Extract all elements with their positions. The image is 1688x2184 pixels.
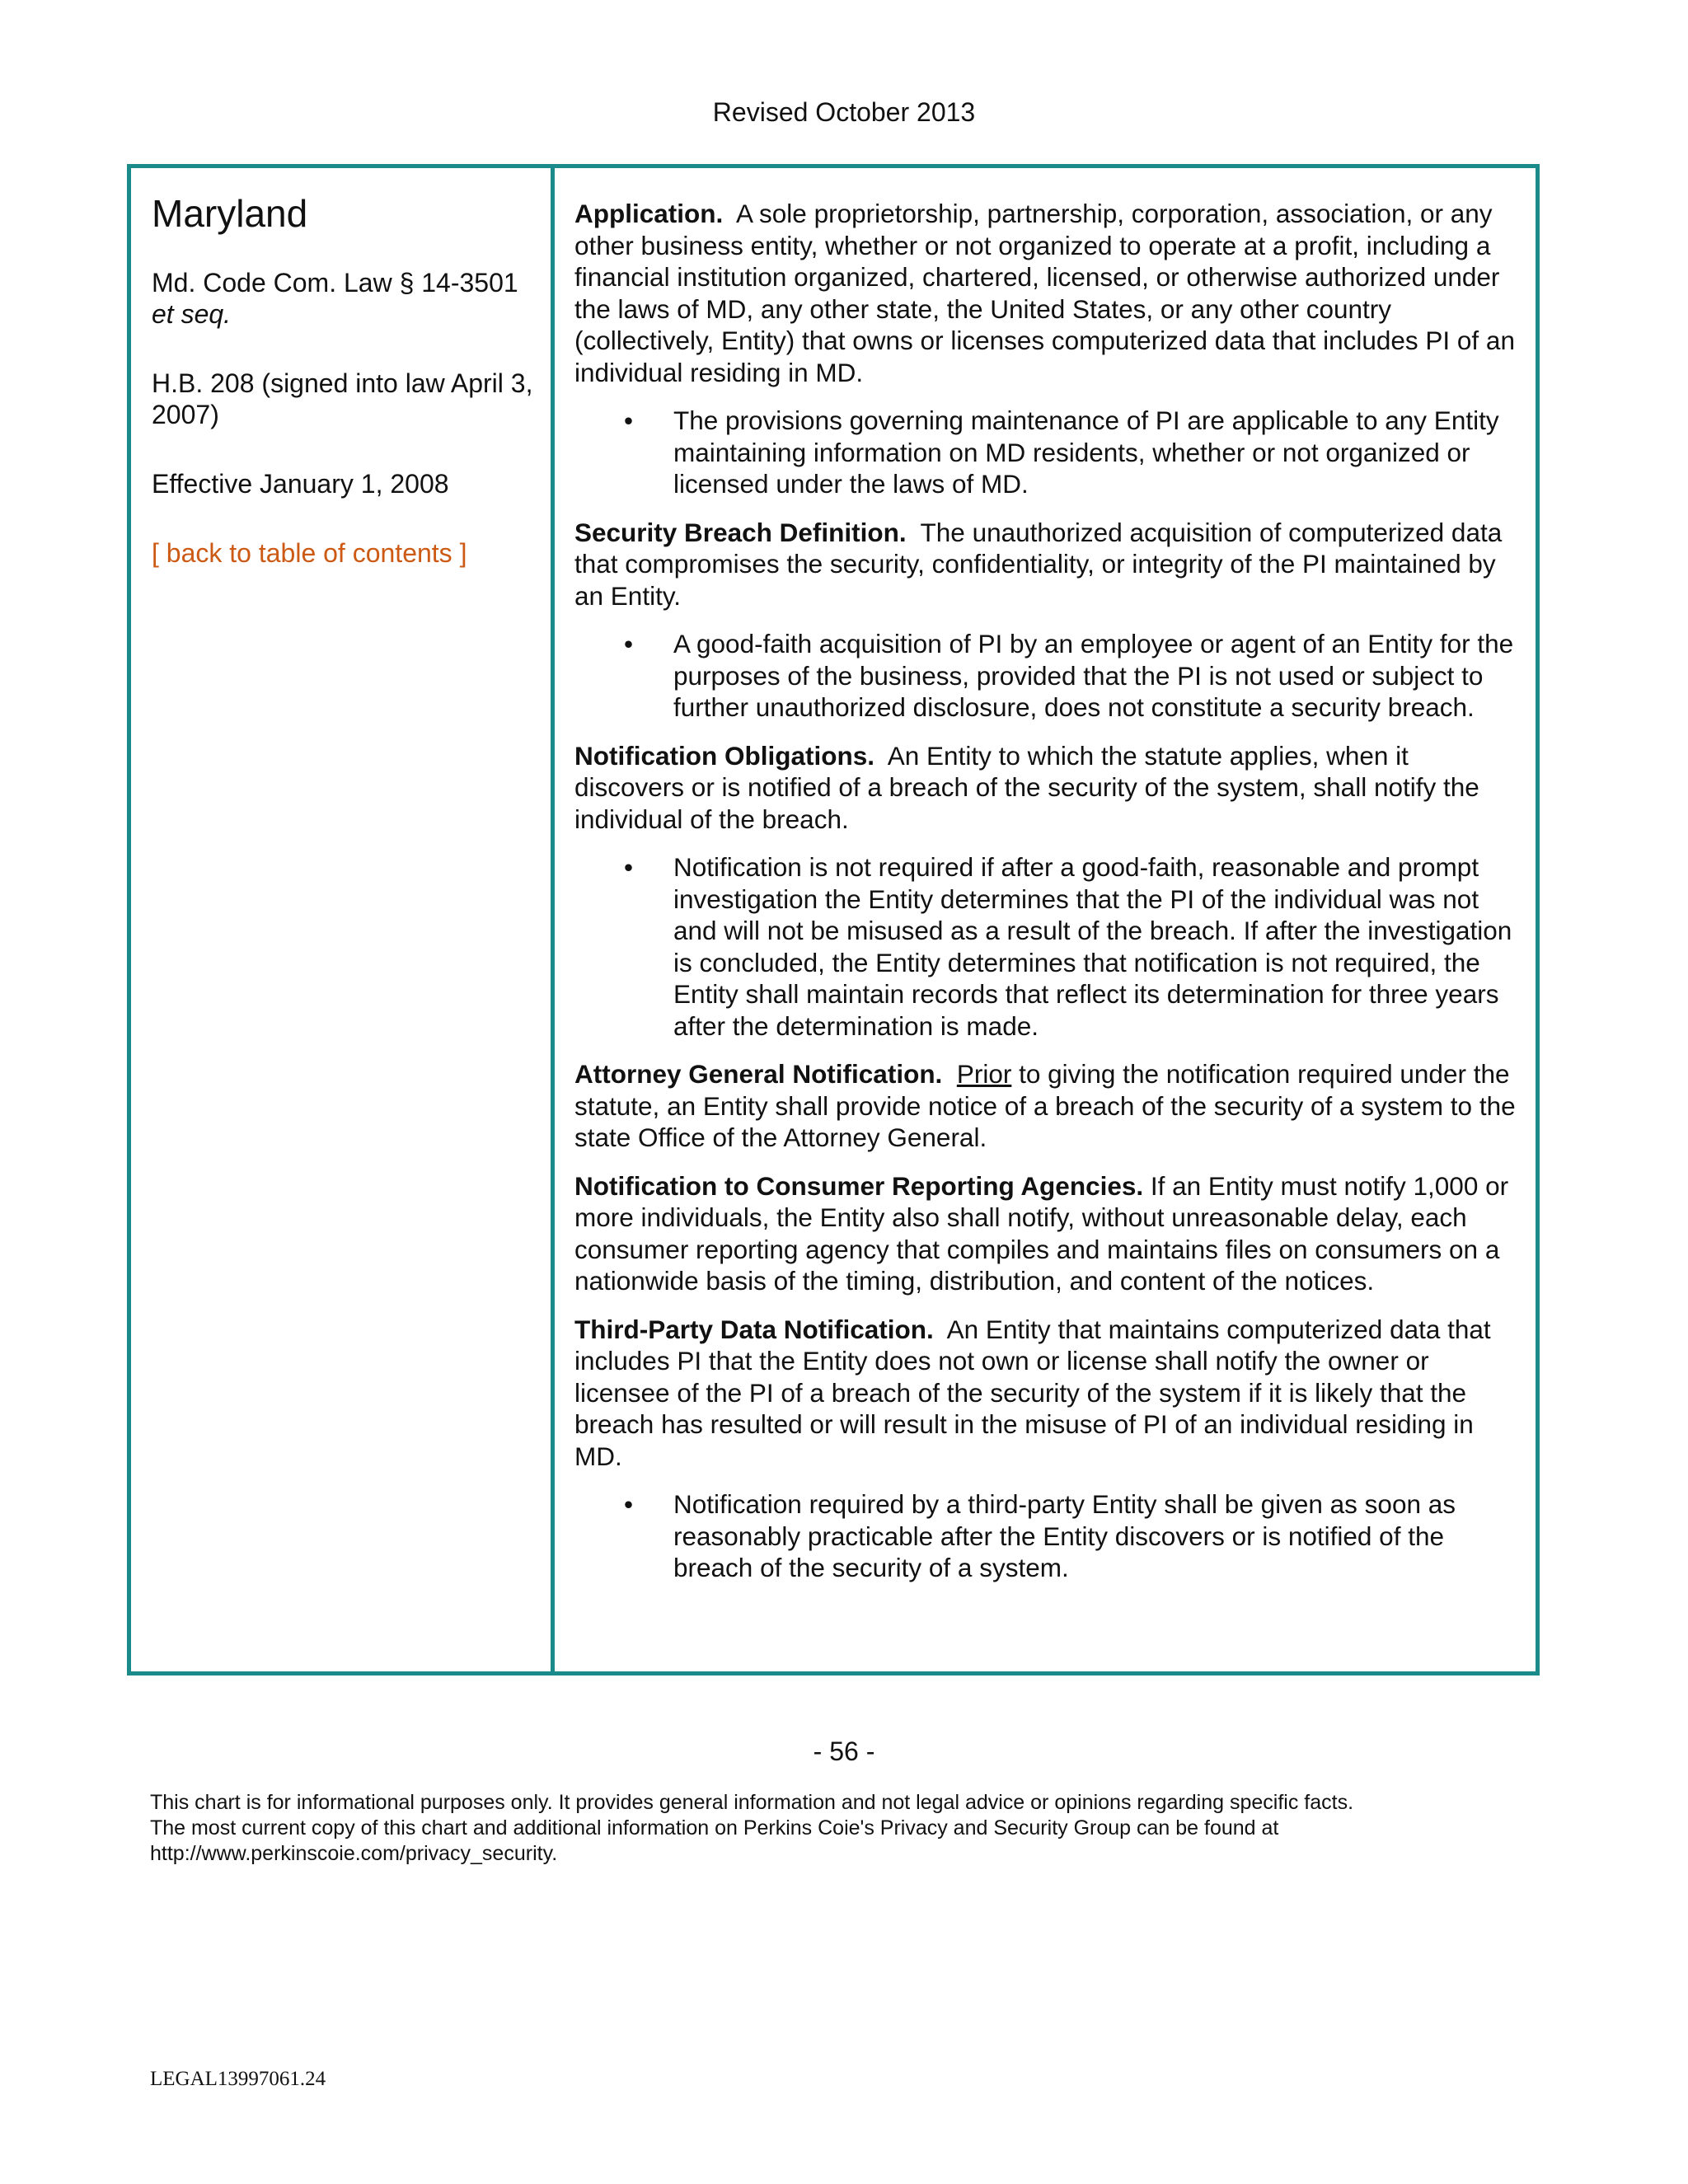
- section-heading: Attorney General Notification.: [574, 1059, 943, 1089]
- section-text: An Entity that maintains computerized data that includes PI that the Entity does not own or license shall notify the owner or licensee of the PI of a breach of the security of the system if it is likely that the breach has resulted or will result in the misuse of PI of an individual residing in MD.: [574, 1314, 1491, 1471]
- disclaimer-line: The most current copy of this chart and additional information on Perkins Coie's Privacy and Security Group can be found at: [150, 1816, 1279, 1840]
- bullet-list: [574, 405, 1517, 500]
- citation-main: Md. Code Com. Law § 14-3501: [152, 268, 518, 298]
- bullet-icon: •: [624, 629, 634, 658]
- section-consumer-reporting-agencies: [574, 1170, 1517, 1297]
- section-text: If an Entity must notify 1,000 or more individuals, the Entity also shall notify, without unreasonable delay, each consumer reporting agency that compiles and maintains files on consumers on a nationwide basis of the timing, distribution, and content of the notices.: [574, 1170, 1509, 1296]
- bullet-list: [574, 628, 1517, 724]
- section-text: A sole proprietorship, partnership, corporation, association, or any other business entity, whether or not organized to operate at a profit, including a financial institution organized, chartered, licensed, or otherwise authorized under the laws of MD, any other state, the United States, or any other country (collectively, Entity) that owns or licenses computerized data that includes PI of an individual residing in MD.: [574, 199, 1515, 387]
- section-heading: Security Breach Definition.: [574, 517, 907, 547]
- bullet-icon: •: [624, 405, 634, 435]
- bill-info: H.B. 208 (signed into law April 3, 2007): [152, 368, 533, 429]
- page-number: - 56 -: [813, 1736, 875, 1766]
- section-application: [574, 198, 1517, 388]
- back-to-toc-link[interactable]: [ back to table of contents ]: [152, 538, 467, 568]
- section-heading: Notification to Consumer Reporting Agencies.: [574, 1170, 1144, 1201]
- effective-date: Effective January 1, 2008: [152, 469, 449, 499]
- underlined-term: Prior: [956, 1059, 1012, 1089]
- list-item: • The provisions governing maintenance of PI are applicable to any Entity maintaining information on MD residents, whether or not organized or licensed under the laws of MD.: [624, 405, 1499, 499]
- section-text: to giving the notification required under the statute, an Entity shall provide notice of a breach of the security of a system to the state Office of the Attorney General.: [574, 1059, 1516, 1152]
- document-id: LEGAL13997061.24: [150, 2068, 326, 2090]
- citation-et-seq: et seq.: [152, 299, 232, 329]
- list-item: • A good-faith acquisition of PI by an employee or agent of an Entity for the purposes of the business, provided that the PI is not used or subject to further unauthorized disclosure, does not constitute a security breach.: [624, 629, 1514, 722]
- section-notification-obligations: [574, 740, 1517, 836]
- bullet-icon: •: [624, 852, 634, 882]
- list-item: • Notification is not required if after a good-faith, reasonable and prompt investigation the Entity determines that the PI of the individual was not and will not be misused as a result of the breach. If after the investigation is concluded, the Entity determines that notification is not required, the Entity shall maintain records that reflect its determination for three years after the determination is made.: [624, 852, 1512, 1041]
- section-attorney-general-notification: [574, 1058, 1517, 1154]
- bullet-list: [574, 1488, 1517, 1584]
- state-law-table: [127, 164, 1540, 1675]
- state-info-column: [131, 168, 555, 1671]
- revision-date: Revised October 2013: [712, 97, 976, 127]
- list-item: • Notification required by a third-party Entity shall be given as soon as reasonably practicable after the Entity discovers or is notified of the breach of the security of a system.: [624, 1489, 1456, 1582]
- section-third-party-data-notification: [574, 1314, 1517, 1473]
- disclaimer: [150, 1790, 1551, 1867]
- state-name: Maryland: [152, 192, 308, 235]
- section-text: The unauthorized acquisition of computerized data that compromises the security, confidentiality, or integrity of the PI maintained by an Entity.: [574, 517, 1503, 611]
- section-heading: Application.: [574, 199, 724, 228]
- bullet-icon: •: [624, 1489, 634, 1519]
- disclaimer-line: http://www.perkinscoie.com/privacy_security.: [150, 1842, 558, 1865]
- statute-citation: [152, 267, 536, 330]
- bullet-list: [574, 851, 1517, 1042]
- section-text: An Entity to which the statute applies, when it discovers or is notified of a breach of the security of the system, shall notify the individual of the breach.: [574, 740, 1479, 834]
- provisions-column: [555, 168, 1536, 1671]
- section-heading: Notification Obligations.: [574, 740, 874, 771]
- section-heading: Third-Party Data Notification.: [574, 1314, 934, 1344]
- section-security-breach-definition: [574, 517, 1517, 612]
- disclaimer-line: This chart is for informational purposes only. It provides general information and not legal advice or opinions regarding specific facts.: [150, 1791, 1354, 1814]
